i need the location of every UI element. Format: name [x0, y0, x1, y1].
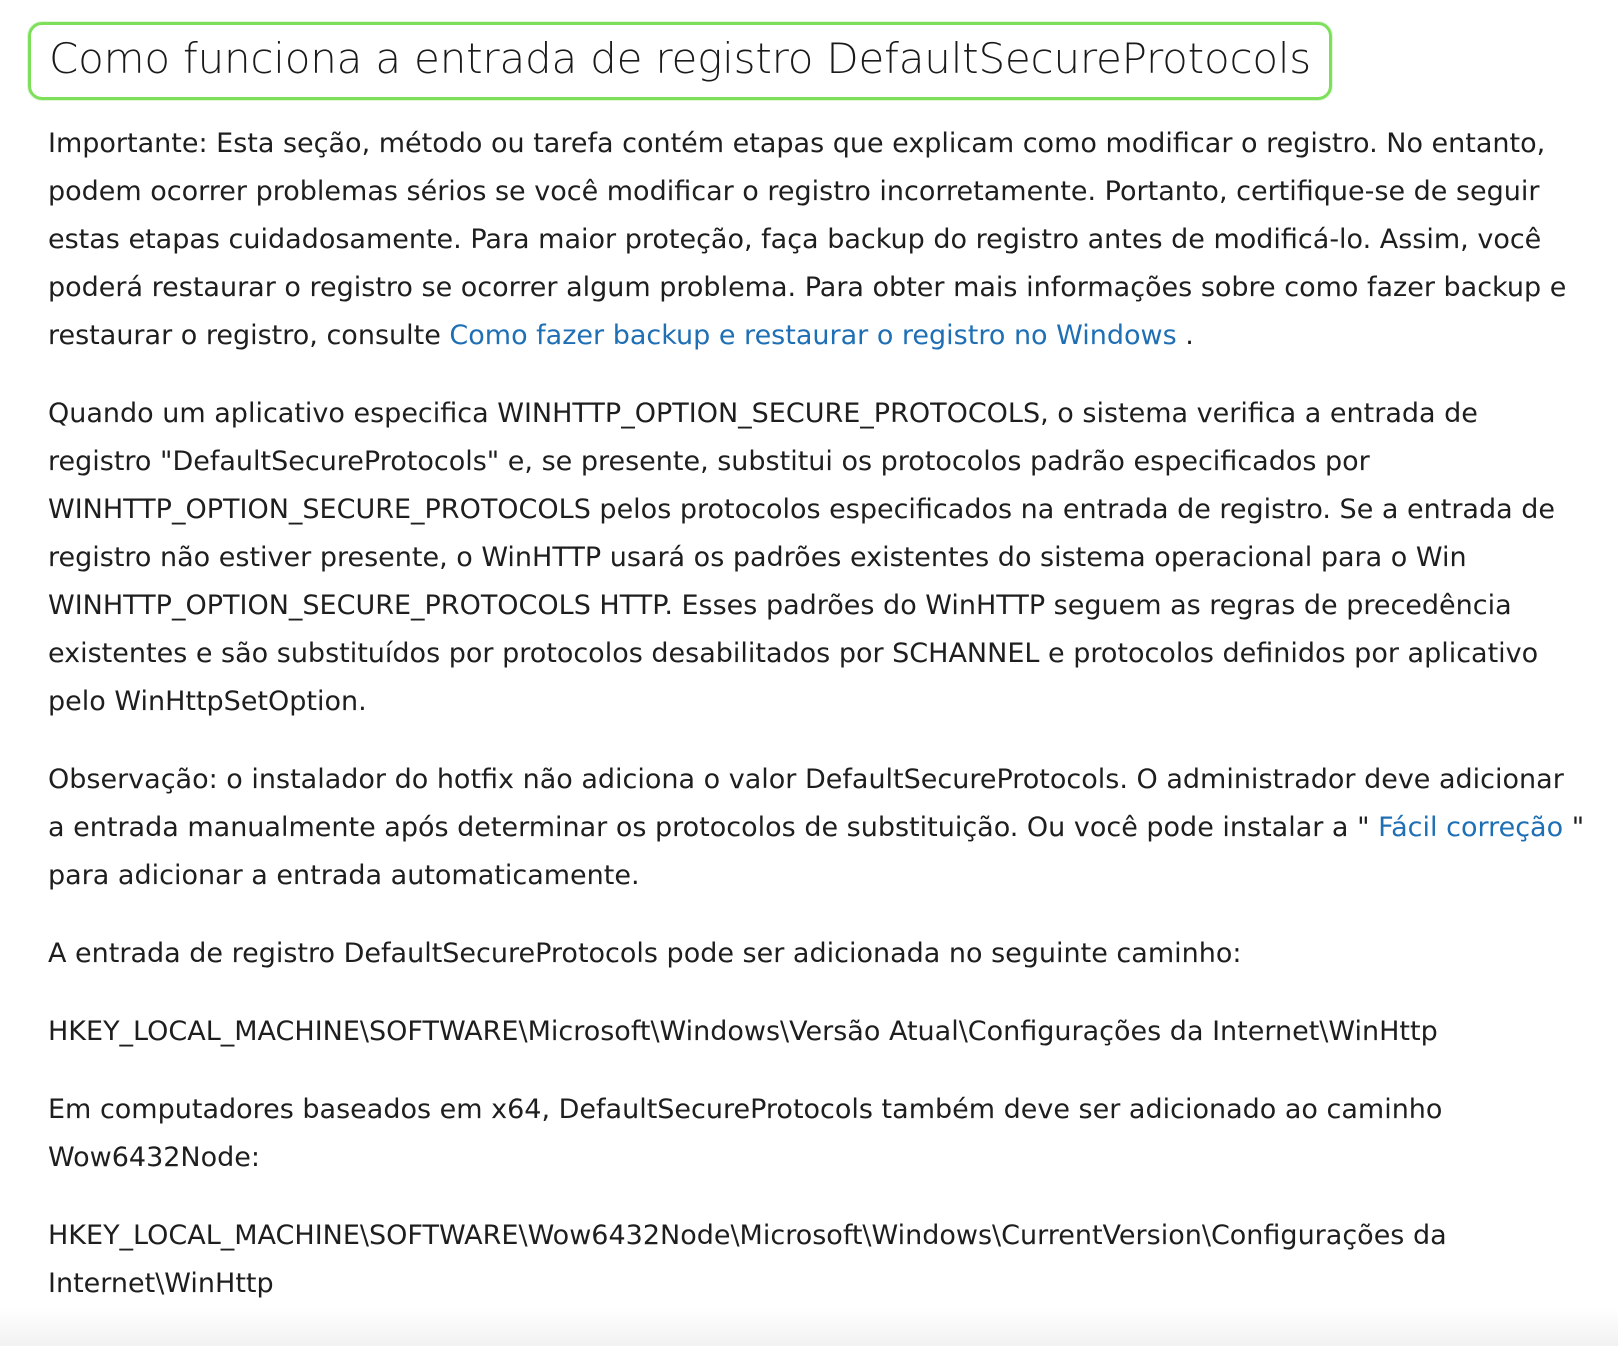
- note-tail: " para adicionar a entrada automaticamente.: [48, 812, 1585, 891]
- x64-paragraph: Em computadores baseados em x64, DefaultSecureProtocols também deve ser adicionado ao caminho Wow6432Node:: [48, 1094, 1443, 1173]
- important-tail: .: [1176, 320, 1194, 351]
- note-text: Observação: o instalador do hotfix não adiciona o valor DefaultSecureProtocols. O administrador deve adicionar a entrada manualmente após determinar os protocolos de substituição. Ou você pode instalar a ": [48, 764, 1564, 843]
- backup-restore-link[interactable]: Como fazer backup e restaurar o registro no Windows: [449, 320, 1177, 351]
- path-intro-paragraph: A entrada de registro DefaultSecureProtocols pode ser adicionada no seguinte caminho:: [48, 938, 1242, 969]
- title-highlight-box: [28, 22, 1332, 100]
- secure-protocols-paragraph: Quando um aplicativo especifica WINHTTP_OPTION_SECURE_PROTOCOLS, o sistema verifica a entrada de registro "DefaultSecureProtocols" e, se presente, substitui os protocolos padrão especificados por WINHTTP_OPTION_SECURE_PROTOCOLS pelos protocolos especificados na entrada de registro. Se a entrada de registro não estiver presente, o WinHTTP usará os padrões existentes do sistema operacional para o Win WINHTTP_OPTION_SECURE_PROTOCOLS HTTP. Esses padrões do WinHTTP seguem as regras de precedência existentes e são substituídos por protocolos desabilitados por SCHANNEL e protocolos definidos por aplicativo pelo WinHttpSetOption.: [48, 398, 1555, 717]
- bottom-fade: [0, 1308, 1618, 1346]
- important-text: Importante: Esta seção, método ou tarefa contém etapas que explicam como modificar o registro. No entanto, podem ocorrer problemas sérios se você modificar o registro incorretamente. Portanto, certifique-se de seguir estas etapas cuidadosamente. Para maior proteção, faça backup do registro antes de modificá-lo. Assim, você poderá restaurar o registro se ocorrer algum problema. Para obter mais informações sobre como fazer backup e restaurar o registro, consulte: [48, 128, 1567, 351]
- section-title: Como funciona a entrada de registro DefaultSecureProtocols: [49, 34, 1311, 83]
- article-content: [48, 22, 1588, 1308]
- registry-path-2: HKEY_LOCAL_MACHINE\SOFTWARE\Wow6432Node\Microsoft\Windows\CurrentVersion\Configurações da Internet\WinHttp: [48, 1220, 1447, 1299]
- important-paragraph: [48, 120, 1588, 360]
- registry-path-1: HKEY_LOCAL_MACHINE\SOFTWARE\Microsoft\Windows\Versão Atual\Configurações da Internet\WinHttp: [48, 1016, 1438, 1047]
- easy-fix-link[interactable]: Fácil correção: [1378, 812, 1564, 843]
- note-paragraph: [48, 756, 1588, 900]
